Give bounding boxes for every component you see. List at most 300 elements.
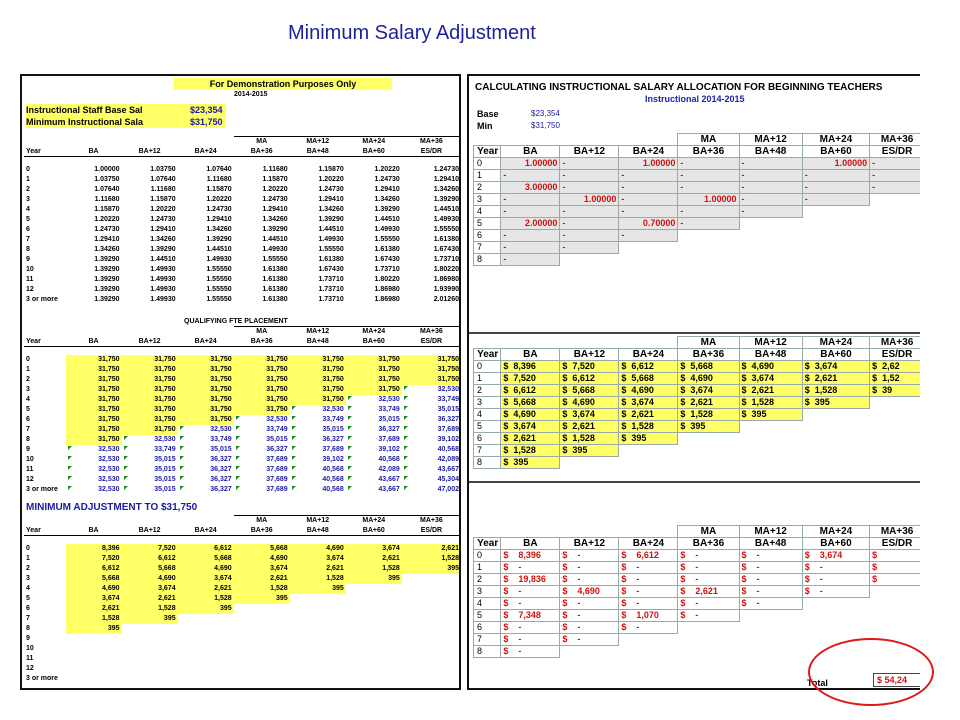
slide-title: Minimum Salary Adjustment: [288, 22, 536, 44]
placement-cell: 31,750: [122, 365, 178, 375]
factor-cell: 1.67430: [318, 266, 344, 273]
allocation-cell: $: [870, 562, 920, 574]
allocation-cell: [739, 646, 802, 658]
placement-cell: 31,750: [346, 365, 402, 375]
year-cell: 8: [26, 436, 30, 443]
year-cell: 3: [26, 196, 30, 203]
allocation-cell: [739, 622, 802, 634]
factor-cell: 2.01260: [433, 296, 459, 303]
degree-top-header: [178, 516, 234, 526]
adjustment-cell: [346, 584, 402, 594]
fte-cell: -: [678, 158, 739, 170]
degree-top-header: MA+36: [402, 327, 461, 337]
factor-cell: 1.39290: [262, 226, 288, 233]
allocation-cell: $: [870, 574, 920, 586]
table-row: [24, 215, 461, 225]
dollar-cell: [678, 445, 739, 457]
fte-cell: -: [501, 206, 560, 218]
adjustment-cell: [122, 654, 178, 664]
table-row: [24, 405, 461, 415]
year-cell: 7: [474, 242, 501, 254]
year-cell: 3: [474, 397, 501, 409]
dollar-cell: [739, 457, 802, 469]
total-value: $ 54,24: [873, 673, 920, 687]
adjustment-cell: [234, 664, 290, 674]
factor-cell: 1.20220: [374, 166, 400, 173]
placement-cell: 37,689: [234, 475, 290, 485]
table-row: [474, 586, 921, 598]
dollar-cell: $ 5,668: [678, 361, 739, 373]
degree-top-header: MA: [234, 516, 290, 526]
fte-cell: [802, 218, 869, 230]
fte-cell: 3.00000: [501, 182, 560, 194]
placement-cell: 31,750: [234, 405, 290, 415]
year-cell: 2: [26, 565, 30, 572]
allocation-cell: $ -: [560, 550, 619, 562]
table-row: [24, 485, 461, 495]
factor-cell: 1.61380: [262, 286, 288, 293]
adjustment-cell: 3,674: [346, 544, 402, 554]
table-row: [24, 674, 461, 684]
allocation-cell: $ -: [560, 610, 619, 622]
degree-header: BA+12: [560, 349, 619, 361]
factor-cell: 1.44510: [318, 226, 344, 233]
dollar-cell: [619, 457, 678, 469]
fte-cell: 1.00000: [501, 158, 560, 170]
table-row: [24, 664, 461, 674]
base-salary-label: Instructional Staff Base Sal: [26, 105, 143, 115]
dollar-cell: $ 395: [501, 457, 560, 469]
degree-header: BA+24: [178, 526, 234, 536]
table-row: [24, 614, 461, 624]
adjustment-cell: [122, 664, 178, 674]
table-row: [24, 445, 461, 455]
dollar-cell: $ 2,621: [501, 433, 560, 445]
table-row: [474, 433, 921, 445]
placement-cell: 31,750: [178, 405, 234, 415]
fte-cell: -: [870, 182, 920, 194]
degree-header: BA: [66, 147, 122, 157]
adjustment-cell: 1,528: [290, 574, 346, 584]
adjustment-cell: 1,528: [66, 614, 122, 624]
fte-cell: -: [560, 230, 619, 242]
placement-cell: 43,667: [346, 485, 402, 495]
allocation-cell: $ -: [739, 586, 802, 598]
adjustment-cell: [122, 644, 178, 654]
factor-cell: 1.20220: [262, 186, 288, 193]
allocation-cell: [802, 598, 869, 610]
dollar-cell: $ 3,674: [501, 421, 560, 433]
degree-top-header: [24, 327, 66, 337]
factor-cell: 1.07640: [150, 176, 176, 183]
placement-cell: 31,750: [346, 385, 402, 395]
adjustment-cell: [66, 644, 122, 654]
degree-header: BA+12: [122, 147, 178, 157]
dollar-cell: $ 2,621: [802, 373, 869, 385]
adjustment-cell: 2,621: [234, 574, 290, 584]
allocation-cell: $ -: [739, 562, 802, 574]
header-row: [24, 337, 461, 347]
adjustment-cell: 395: [290, 584, 346, 594]
dollar-cell: $ 2,621: [560, 421, 619, 433]
fte-cell: [802, 242, 869, 254]
allocation-cell: [870, 610, 920, 622]
factor-cell: 1.55550: [433, 226, 459, 233]
allocation-cell: $ -: [802, 586, 869, 598]
placement-cell: 32,530: [66, 475, 122, 485]
factor-cell: 1.55550: [206, 276, 232, 283]
degree-header: Year: [474, 349, 501, 361]
fte-cell: [802, 206, 869, 218]
year-cell: 8: [26, 625, 30, 632]
factor-cell: 1.20220: [318, 176, 344, 183]
year-cell: 4: [474, 409, 501, 421]
fte-cell: -: [678, 206, 739, 218]
table-row: [24, 355, 461, 365]
adjustment-cell: [234, 654, 290, 664]
year-cell: 2: [474, 385, 501, 397]
allocation-cell: $ 2,621: [678, 586, 739, 598]
factor-cell: 1.03750: [94, 176, 120, 183]
year-cell: 0: [26, 545, 30, 552]
degree-header: BA+48: [739, 146, 802, 158]
placement-cell: 31,750: [290, 375, 346, 385]
base-salary-row: [26, 104, 226, 116]
placement-cell: 31,750: [402, 365, 461, 375]
factor-cell: 1.07640: [206, 166, 232, 173]
base-salary-value: $23,354: [190, 105, 223, 115]
allocation-cell: $ 6,612: [619, 550, 678, 562]
adjustment-cell: [178, 664, 234, 674]
fte-cell: -: [739, 182, 802, 194]
factor-cell: 1.29410: [206, 216, 232, 223]
placement-cell: 32,530: [66, 455, 122, 465]
year-cell: 11: [26, 655, 34, 662]
factor-cell: 1.39290: [94, 266, 120, 273]
degree-header: Year: [24, 526, 66, 536]
fte-cell: 1.00000: [560, 194, 619, 206]
placement-cell: 35,015: [178, 445, 234, 455]
factor-cell: 1.29410: [262, 206, 288, 213]
adjustment-cell: [402, 634, 461, 644]
fte-cell: -: [619, 194, 678, 206]
factor-cell: 1.55550: [318, 246, 344, 253]
adjustment-cell: 3,674: [66, 594, 122, 604]
adjustment-cell: [346, 654, 402, 664]
adjustment-cell: [234, 614, 290, 624]
placement-cell: 40,568: [290, 465, 346, 475]
adjustment-cell: [290, 634, 346, 644]
factor-cell: 1.44510: [150, 256, 176, 263]
year-cell: 7: [474, 445, 501, 457]
adjustment-cell: [290, 654, 346, 664]
placement-cell: 36,327: [402, 415, 461, 425]
factor-cell: 1.67430: [374, 256, 400, 263]
table-row: [474, 421, 921, 433]
year-cell: 8: [26, 246, 30, 253]
degree-top-header: [560, 134, 619, 146]
dollar-cell: $ 395: [802, 397, 869, 409]
placement-cell: 39,102: [402, 435, 461, 445]
placement-cell: 31,750: [122, 355, 178, 365]
placement-cell: 39,102: [346, 445, 402, 455]
fte-cell: [870, 254, 920, 266]
header-row: [474, 337, 921, 349]
degree-top-header: [122, 327, 178, 337]
adjustment-cell: 2,621: [402, 544, 461, 554]
year-cell: 6: [474, 622, 501, 634]
adjustment-cell: 3,674: [122, 584, 178, 594]
table-row: [474, 574, 921, 586]
factor-cell: 1.07640: [94, 186, 120, 193]
table-row: [474, 242, 921, 254]
year-cell: 1: [474, 373, 501, 385]
dollar-cell: $ 1,528: [802, 385, 869, 397]
year-cell: 6: [474, 433, 501, 445]
table-row: [24, 554, 461, 564]
spacer-row: [24, 347, 461, 355]
factor-cell: 1.61380: [433, 236, 459, 243]
dollar-cell: $ 8,396: [501, 361, 560, 373]
dollar-cell: $ 6,612: [619, 361, 678, 373]
adjustment-cell: 2,621: [122, 594, 178, 604]
factor-cell: 1.34260: [262, 216, 288, 223]
degree-header: BA+48: [290, 526, 346, 536]
right-min-value: $31,750: [531, 121, 560, 130]
placement-cell: 37,689: [402, 425, 461, 435]
factor-cell: 1.34260: [150, 236, 176, 243]
factor-cell: 1.11680: [94, 196, 120, 203]
table-row: [24, 654, 461, 664]
table-row: [474, 194, 921, 206]
year-cell: 2: [474, 182, 501, 194]
placement-cell: 31,750: [234, 395, 290, 405]
factor-cell: 1.24730: [206, 206, 232, 213]
allocation-cell: $ -: [501, 646, 560, 658]
factor-cell: 1.73710: [433, 256, 459, 263]
fte-cell: -: [501, 242, 560, 254]
degree-top-header: MA+24: [802, 526, 869, 538]
adjustment-cell: [122, 634, 178, 644]
dollar-cell: $ 2,621: [739, 385, 802, 397]
fte-cell: [870, 218, 920, 230]
allocation-cell: $ 4,690: [560, 586, 619, 598]
factor-cell: 1.34260: [318, 206, 344, 213]
fte-cell: -: [619, 182, 678, 194]
table-row: [24, 634, 461, 644]
table-row: [24, 455, 461, 465]
degree-header: BA+24: [619, 538, 678, 550]
fte-cell: 0.70000: [619, 218, 678, 230]
dollar-cell: [619, 445, 678, 457]
allocation-table: [473, 525, 920, 658]
table-row: [24, 165, 461, 175]
fte-cell: [560, 254, 619, 266]
allocation-cell: $ 3,674: [802, 550, 869, 562]
placement-cell: 32,530: [66, 445, 122, 455]
factor-cell: 1.49930: [150, 266, 176, 273]
placement-cell: 31,750: [122, 395, 178, 405]
year-cell: 3: [474, 194, 501, 206]
year-cell: 10: [26, 645, 34, 652]
allocation-cell: $ -: [619, 562, 678, 574]
factor-cell: 1.86980: [433, 276, 459, 283]
dollar-cell: [678, 457, 739, 469]
placement-cell: 35,015: [122, 455, 178, 465]
adjustment-cell: 1,528: [234, 584, 290, 594]
placement-cell: 33,749: [178, 435, 234, 445]
year-cell: 12: [26, 665, 34, 672]
adjustment-cell: [402, 664, 461, 674]
divider: [469, 481, 920, 483]
adjustment-cell: [402, 574, 461, 584]
degree-header: ES/DR: [402, 526, 461, 536]
factor-cell: 1.61380: [262, 296, 288, 303]
degree-header: BA: [66, 526, 122, 536]
factor-cell: 1.61380: [262, 266, 288, 273]
degree-top-header: [619, 134, 678, 146]
allocation-cell: [739, 634, 802, 646]
fte-cell: 1.00000: [619, 158, 678, 170]
year-cell: 11: [26, 466, 34, 473]
degree-header: BA: [501, 349, 560, 361]
dollar-cell: $ 7,520: [560, 361, 619, 373]
adjustment-cell: 7,520: [66, 554, 122, 564]
adjustment-cell: 4,690: [66, 584, 122, 594]
degree-top-header: [619, 526, 678, 538]
adjustment-cell: [290, 614, 346, 624]
degree-top-header: [24, 137, 66, 147]
adjustment-cell: [402, 594, 461, 604]
table-row: [474, 457, 921, 469]
factor-cell: 1.39290: [318, 216, 344, 223]
year-cell: 1: [474, 170, 501, 182]
factor-cell: 1.73710: [374, 266, 400, 273]
allocation-cell: [560, 646, 619, 658]
factor-cell: 1.39290: [206, 236, 232, 243]
dollar-cell: $ 1,528: [619, 421, 678, 433]
table-row: [24, 375, 461, 385]
adjustment-cell: 4,690: [122, 574, 178, 584]
adjustment-cell: 5,668: [122, 564, 178, 574]
factor-cell: 1.34260: [433, 186, 459, 193]
placement-cell: 31,750: [66, 385, 122, 395]
fte-cell: -: [619, 206, 678, 218]
degree-header: ES/DR: [402, 337, 461, 347]
adjustment-cell: [122, 624, 178, 634]
fte-cell: [802, 254, 869, 266]
fte-cell: 2.00000: [501, 218, 560, 230]
placement-cell: 31,750: [346, 355, 402, 365]
spacer-row: [24, 536, 461, 544]
placement-cell: 31,750: [122, 385, 178, 395]
allocation-cell: $ 7,348: [501, 610, 560, 622]
adjustment-cell: [346, 614, 402, 624]
placement-cell: 31,750: [178, 355, 234, 365]
fte-cell: -: [501, 194, 560, 206]
fte-cell: -: [802, 182, 869, 194]
dollar-cell: [870, 409, 920, 421]
dollar-cell: $ 395: [619, 433, 678, 445]
dollar-cell: $ 5,668: [501, 397, 560, 409]
degree-top-header: MA+24: [346, 327, 402, 337]
allocation-cell: $: [870, 550, 920, 562]
fte-cell: -: [501, 170, 560, 182]
placement-cell: 32,530: [178, 425, 234, 435]
table-row: [24, 574, 461, 584]
fte-table: [473, 133, 920, 266]
year-cell: 4: [474, 598, 501, 610]
degree-top-header: MA+12: [739, 337, 802, 349]
fte-cell: [739, 242, 802, 254]
degree-header: BA+60: [802, 349, 869, 361]
table-row: [24, 385, 461, 395]
table-row: [24, 175, 461, 185]
allocation-cell: [870, 598, 920, 610]
highlight-circle: [808, 638, 934, 706]
dollar-cell: [802, 421, 869, 433]
dollar-cell: $ 3,674: [619, 397, 678, 409]
degree-header: BA+48: [739, 349, 802, 361]
adjustment-cell: [66, 634, 122, 644]
fte-cell: 1.00000: [802, 158, 869, 170]
placement-cell: 32,530: [290, 405, 346, 415]
year-cell: 2: [26, 376, 30, 383]
adjustment-cell: 2,621: [66, 604, 122, 614]
adjustment-cell: 1,528: [402, 554, 461, 564]
factor-cell: 1.11680: [262, 166, 288, 173]
adjustment-cell: 395: [122, 614, 178, 624]
placement-cell: 31,750: [402, 375, 461, 385]
placement-cell: 31,750: [66, 365, 122, 375]
placement-cell: 35,015: [234, 435, 290, 445]
factor-cell: 1.11680: [150, 186, 176, 193]
factor-cell: 1.29410: [150, 226, 176, 233]
year-cell: 3: [474, 586, 501, 598]
fte-cell: [870, 242, 920, 254]
placement-cell: 31,750: [178, 375, 234, 385]
fte-cell: [619, 242, 678, 254]
year-cell: 0: [474, 550, 501, 562]
adjustment-cell: 5,668: [178, 554, 234, 564]
degree-top-header: [24, 516, 66, 526]
placement-cell: 42,089: [346, 465, 402, 475]
fte-cell: -: [501, 254, 560, 266]
factor-cell: 1.67430: [433, 246, 459, 253]
degree-top-header: [619, 337, 678, 349]
degree-header: BA+24: [619, 349, 678, 361]
dollar-cell: [802, 409, 869, 421]
dollar-cell: [870, 445, 920, 457]
allocation-cell: [678, 634, 739, 646]
degree-header: BA+24: [178, 147, 234, 157]
adjustment-cell: 8,396: [66, 544, 122, 554]
degree-header: BA+24: [178, 337, 234, 347]
adjustment-cell: [234, 634, 290, 644]
degree-header: BA: [501, 146, 560, 158]
degree-header: ES/DR: [870, 349, 920, 361]
fte-cell: [678, 254, 739, 266]
dollar-cell: $ 1,528: [678, 409, 739, 421]
allocation-title: CALCULATING INSTRUCTIONAL SALARY ALLOCATION FOR BEGINNING TEACHERS: [475, 82, 883, 93]
year-cell: 4: [26, 396, 30, 403]
spacer-row: [24, 157, 461, 165]
header-row: [24, 137, 461, 147]
allocation-cell: [619, 646, 678, 658]
degree-top-header: MA+12: [290, 327, 346, 337]
dollar-cell: $ 395: [560, 445, 619, 457]
table-row: [474, 170, 921, 182]
